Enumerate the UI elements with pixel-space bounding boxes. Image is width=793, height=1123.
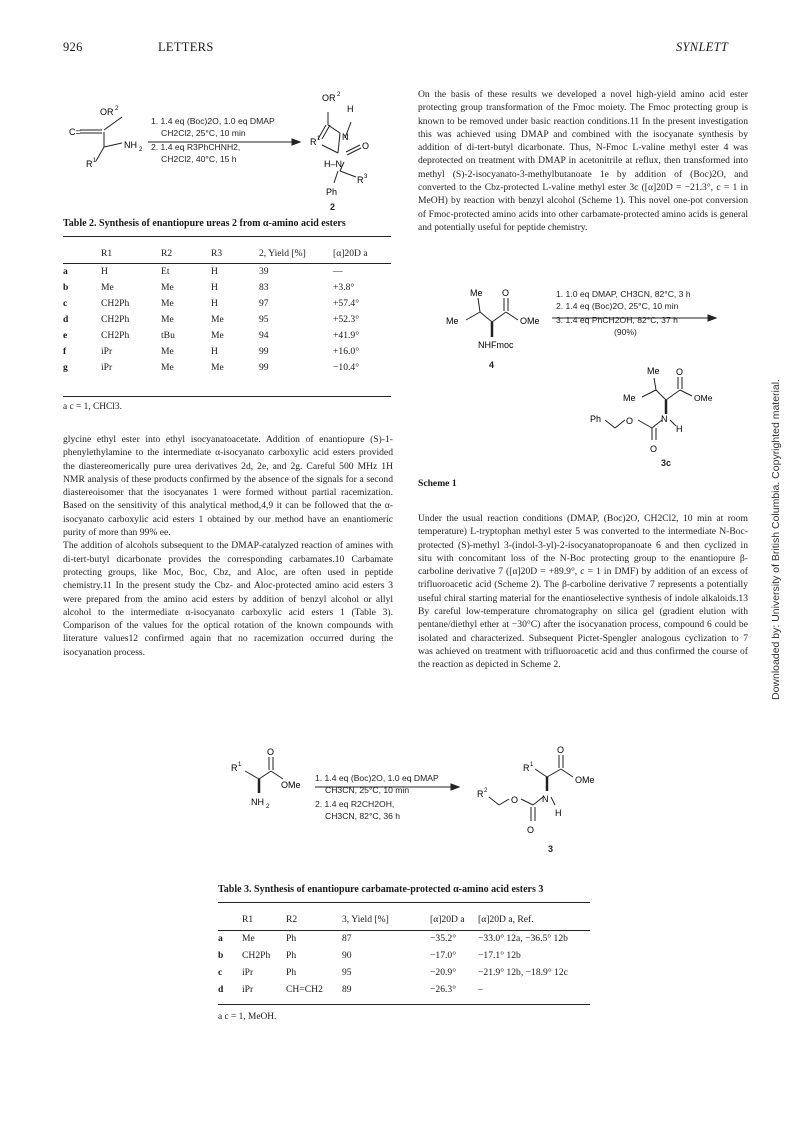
svg-text:N: N [542, 794, 549, 804]
product-number: 2 [330, 202, 336, 212]
paragraph: glycine ethyl ester into ethyl isocyanatoacetate. Addition of enantiopure (S)-1-phenylethylamine to the intermediate α-isocyanato carboxylic acid esters provided the diastereomerically pure urea derivatives 2d, 2e, and 2g. Careful 500 MHz 1H NMR analysis of these products confirmed by the absence of the signals for a second diastereoisomer that the isocyanates 1 were formed without partial racemization. Based on the sensitivity of this analytical method,4,9 it can be followed that the α-isocyanato carboxylic acid esters 1 obtained by our method have an enantiomeric purity of more than 99% ee. [63, 434, 393, 539]
svg-text:Me: Me [623, 393, 636, 403]
cell: b [63, 281, 69, 293]
cell: −33.0° 12a, −36.5° 12b [478, 933, 568, 944]
cell: −10.4° [333, 361, 360, 373]
table3-header-rule [218, 930, 590, 931]
svg-text:Ph: Ph [326, 187, 338, 197]
svg-text:N: N [342, 132, 349, 142]
svg-text:R: R [523, 763, 530, 773]
cell: Me [161, 313, 174, 325]
svg-text:Me: Me [446, 316, 459, 326]
table2-caption: Table 2. Synthesis of enantiopure ureas 2 from α-amino acid esters [63, 218, 346, 229]
condition-line: CH2Cl2, 40°C, 15 h [161, 153, 237, 164]
paragraph: The addition of alcohols subsequent to the DMAP-catalyzed reaction of amines with di-tert-butyl dicarbonate provides the corresponding carbamates.10 Carbamate protecting groups, like Moc, Boc, Cbz, and Aloc, are often used in peptide chemistry.11 In the present study the Cbz- and Aloc-protected amino acid esters 3 were prepared from the amino acid esters by addition of benzyl alcohol or allyl alcohol to the intermediate α-isocyanato carboxylic acid esters 1 (Table 3). Comparison of the values for the optical rotation of the known compounds with literature values12 confirmed again that no racemization occurred during the isocyanation process. [63, 540, 393, 658]
condition-line: 1. 1.0 eq DMAP, CH3CN, 82°C, 3 h [556, 289, 691, 299]
condition-line: 3. 1.4 eq PhCH2OH, 82°C, 37 h [556, 315, 678, 325]
cell: d [63, 313, 69, 325]
svg-text:Me: Me [647, 366, 660, 376]
cell: iPr [242, 967, 254, 978]
cell: H [211, 297, 218, 309]
left-column-text [63, 433, 393, 659]
cell: 97 [259, 297, 269, 309]
cell: 90 [342, 950, 352, 961]
download-note: Downloaded by: University of British Columbia. Copyrighted material. [770, 379, 782, 700]
col-header: R2 [286, 913, 298, 925]
cell: Me [101, 281, 114, 293]
cell: H [211, 281, 218, 293]
cell: Me [242, 933, 255, 944]
cell: H [211, 345, 218, 357]
cell: 39 [259, 265, 269, 277]
svg-text:R: R [231, 763, 238, 773]
table2-bottom-rule [63, 396, 391, 397]
cell: — [333, 265, 343, 277]
svg-text:C=: C= [69, 127, 81, 137]
cell: CH2Ph [101, 297, 130, 309]
condition-line: 2. 1.4 eq (Boc)2O, 25°C, 10 min [556, 300, 679, 311]
table-row [63, 311, 389, 327]
scheme1-conditions [556, 289, 726, 338]
download-watermark [770, 379, 784, 700]
svg-text:NH: NH [251, 797, 264, 807]
svg-text:O: O [502, 288, 510, 298]
svg-text:2: 2 [266, 804, 270, 810]
svg-text:N: N [661, 414, 668, 424]
cell: d [218, 984, 224, 995]
col-header: 2, Yield [%] [259, 247, 306, 259]
condition-line: 2. 1.4 eq R2CH2OH, [315, 799, 395, 809]
conditions-top [151, 116, 291, 165]
cell: −17.1° 12b [478, 950, 521, 961]
col-header: [α]20D a [430, 913, 465, 925]
svg-text:H: H [347, 104, 354, 114]
cell: f [63, 345, 67, 357]
svg-text:2: 2 [139, 147, 143, 153]
table3 [218, 908, 588, 998]
right-column-text-top: On the basis of these results we developed a novel high-yield amino acid ester protecting group transformation of the Fmoc moiety. The Fmoc protecting group is known to be removed under basic reaction conditions.11 In the present investigation this was achieved using DMAP and combined with the isocyanate synthesis by addition of di-tert-butyl dicarbonate. Thus, N-Fmoc L-valine methyl ester 4 was deprotected on treatment with DMAP in acetonitrile at reflux, then transformed into methyl (S)-2-isocyanato-3-methylbutanoate 1e by addition of (Boc)2O, and converted to the Cbz-protected L-valine methyl ester 3c ([α]20D = −21.3°, c = 1 in MeOH) by reaction with benzyl alcohol (Scheme 1). This novel one-pot conversion of Fmoc-protected amino acids into other carbamate-protected amino acids is general and potentially useful for peptide chemistry. [418, 89, 748, 233]
cell: CH2Ph [242, 950, 271, 961]
cell: Me [161, 345, 174, 357]
svg-text:O: O [511, 795, 519, 805]
conditions-bottom [315, 773, 465, 822]
table3-footnote: a c = 1, MeOH. [218, 1012, 277, 1022]
svg-text:1: 1 [530, 762, 534, 768]
cell: −35.2° [430, 933, 457, 944]
condition-line: 1. 1.4 eq (Boc)2O, 1.0 eq DMAP [315, 773, 439, 783]
cell: b [218, 950, 224, 961]
cell: e [63, 329, 68, 341]
table-row [63, 279, 389, 295]
cell: Ph [286, 933, 297, 944]
svg-text:R: R [357, 175, 364, 185]
cell: a [218, 933, 223, 944]
cell: Me [211, 361, 224, 373]
svg-text:R: R [477, 789, 484, 799]
reactant-number: 4 [489, 360, 495, 370]
right-column-text-bottom: Under the usual reaction conditions (DMAP, (Boc)2O, CH2Cl2, 10 min at room temperature) L-tryptophan methyl ester 5 was converted to the intermediate N-Boc-protected (S)-methyl 3-(indol-3-yl)-2-isocyanatopropanoate 6 and then cyclized in situ with concomitant loss of the N-Boc protecting group to the enantiopure β-carboline derivative 7 ([α]20D = +89.9°, c = 1 in DMF) by addition of an excess of trifluoroacetic acid (Scheme 2). The β-carboline derivative 7 represents a potentially useful chiral starting material for the enantioselective synthesis of indole alkaloids.13 By careful low-temperature chromatography on silica gel (gradient elution with pentane/diethyl ether at −30°C) after the isocyanation process, compound 6 could be isolated and characterized. Subsequent Pictet-Spengler analogous cyclization to 7 was achieved on treatment with trifluoroacetic acid and thus confirmed the course of the reaction as depicted in Scheme 2. [418, 513, 748, 671]
svg-text:NHFmoc: NHFmoc [478, 340, 514, 350]
svg-text:OR: OR [100, 107, 114, 117]
table-row [63, 263, 389, 279]
col-header: R1 [101, 247, 113, 259]
cell: Ph [286, 950, 297, 961]
svg-text:O: O [362, 141, 370, 151]
table-row [218, 981, 588, 998]
table-row [218, 930, 588, 947]
product-number: 3c [661, 458, 672, 468]
condition-line: 2. 1.4 eq R3PhCHNH2, [151, 142, 241, 152]
table-row [63, 327, 389, 343]
svg-text:O: O [267, 747, 275, 757]
table2-footnote: a c = 1, CHCl3. [63, 402, 122, 412]
col-header: [α]20D a [333, 247, 368, 259]
product-number: 3 [548, 844, 554, 854]
table2-header-row [63, 243, 389, 263]
page-number: 926 [63, 40, 83, 54]
cell: Ph [286, 967, 297, 978]
condition-line: CH3CN, 25°C, 10 min [325, 784, 410, 795]
svg-text:2: 2 [337, 92, 341, 98]
cell: c [63, 297, 68, 309]
table-row [63, 359, 389, 375]
cell: +52.3° [333, 313, 360, 325]
cell: CH2Ph [101, 329, 130, 341]
table3-bottom-rule [218, 1004, 590, 1005]
cell: Me [211, 329, 224, 341]
cell: +41.9° [333, 329, 360, 341]
cell: +57.4° [333, 297, 360, 309]
cell: −21.9° 12b, −18.9° 12c [478, 967, 568, 978]
svg-text:1: 1 [93, 158, 97, 164]
svg-text:O: O [650, 444, 658, 454]
cell: – [478, 984, 483, 995]
cell: Me [161, 281, 174, 293]
cell: H [101, 265, 108, 277]
col-header: R3 [211, 247, 223, 259]
cell: CH=CH2 [286, 984, 323, 995]
svg-text:OMe: OMe [575, 775, 595, 785]
svg-text:Me: Me [470, 288, 483, 298]
svg-text:OMe: OMe [281, 780, 301, 790]
svg-text:NH: NH [124, 140, 137, 150]
cell: tBu [161, 329, 175, 341]
col-header: [α]20D a, Ref. [478, 913, 534, 925]
svg-text:2: 2 [484, 788, 488, 794]
cell: iPr [242, 984, 254, 995]
cell: g [63, 361, 68, 373]
cell: 83 [259, 281, 269, 293]
svg-text:O: O [626, 416, 634, 426]
table2-top-rule [63, 236, 391, 237]
cell: Me [161, 297, 174, 309]
svg-text:OMe: OMe [694, 393, 713, 403]
journal-name: SYNLETT [676, 40, 729, 54]
condition-line: 1. 1.4 eq (Boc)2O, 1.0 eq DMAP [151, 116, 275, 126]
cell: 89 [342, 984, 352, 995]
condition-line: CH3CN, 82°C, 36 h [325, 810, 401, 821]
cell: 99 [259, 361, 269, 373]
scheme1-label: Scheme 1 [418, 478, 457, 489]
table3-header-row [218, 908, 588, 930]
svg-text:R: R [310, 137, 317, 147]
svg-text:H: H [555, 808, 562, 818]
cell: H [211, 265, 218, 277]
table-row [218, 947, 588, 964]
svg-text:2: 2 [115, 106, 119, 112]
col-header: R1 [242, 913, 254, 925]
col-header: 3, Yield [%] [342, 913, 389, 925]
cell: +16.0° [333, 345, 360, 357]
cell: 87 [342, 933, 352, 944]
cell: −17.0° [430, 950, 457, 961]
cell: −26.3° [430, 984, 457, 995]
cell: a [63, 265, 68, 277]
table3-caption: Table 3. Synthesis of enantiopure carbamate-protected α-amino acid esters 3 [218, 884, 544, 895]
svg-text:OMe: OMe [520, 316, 540, 326]
cell: 99 [259, 345, 269, 357]
cell: +3.8° [333, 281, 355, 293]
cell: 95 [259, 313, 269, 325]
svg-text:H: H [676, 424, 683, 434]
cell: Me [211, 313, 224, 325]
svg-text:Ph: Ph [590, 414, 602, 424]
svg-text:R: R [86, 159, 93, 169]
table2-header-rule [63, 263, 391, 264]
col-header: R2 [161, 247, 173, 259]
svg-text:3: 3 [364, 174, 368, 180]
svg-text:O: O [557, 745, 565, 755]
svg-text:OR: OR [322, 93, 336, 103]
cell: c [218, 967, 223, 978]
cell: iPr [101, 345, 113, 357]
cell: −20.9° [430, 967, 457, 978]
section-title: LETTERS [158, 40, 214, 54]
table-row [218, 964, 588, 981]
svg-text:O: O [676, 367, 684, 377]
svg-text:H–N: H–N [324, 159, 343, 169]
svg-text:O: O [527, 825, 535, 835]
svg-text:1: 1 [317, 136, 321, 142]
cell: iPr [101, 361, 113, 373]
cell: Me [161, 361, 174, 373]
cell: 94 [259, 329, 269, 341]
svg-text:1: 1 [238, 762, 242, 768]
table3-top-rule [218, 902, 590, 903]
cell: CH2Ph [101, 313, 130, 325]
table-row [63, 295, 389, 311]
cell: 95 [342, 967, 352, 978]
condition-line: CH2Cl2, 25°C, 10 min [161, 127, 246, 138]
condition-line: (90%) [614, 326, 637, 337]
table-row [63, 343, 389, 359]
cell: Et [161, 265, 170, 277]
